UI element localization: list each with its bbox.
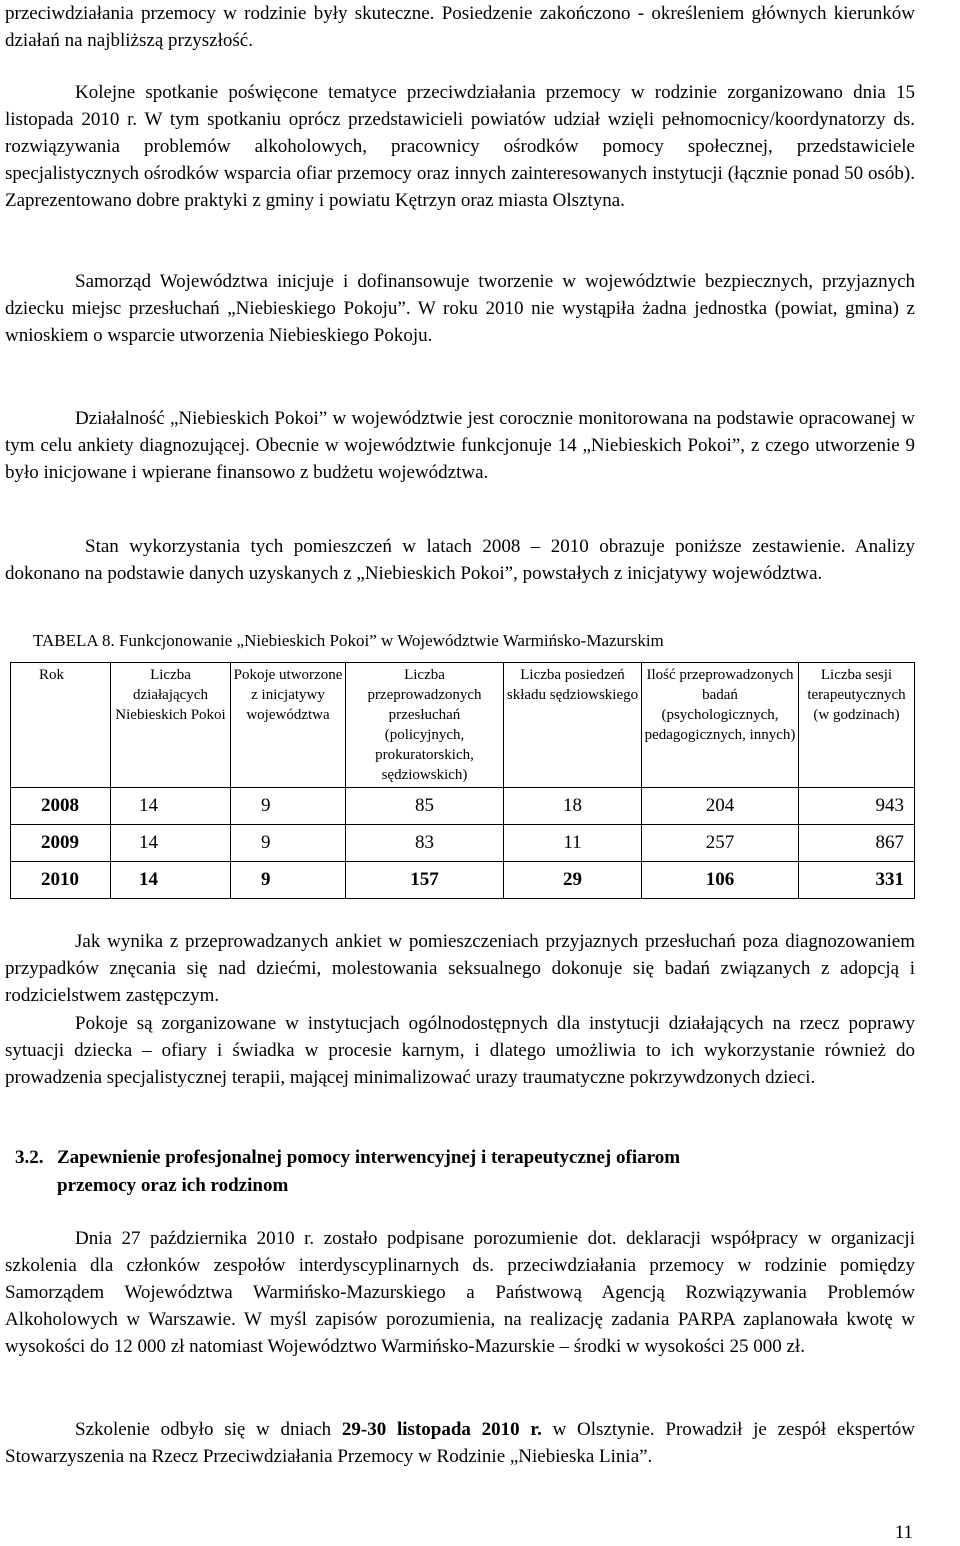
- table-cell: 2008: [11, 788, 111, 825]
- table-header-cell: Liczba posiedzeń składu sędziowskiego: [504, 663, 642, 788]
- table-cell: 331: [799, 862, 915, 899]
- table-cell: 11: [504, 825, 642, 862]
- table-header-cell: Rok: [11, 663, 111, 788]
- table-cell: 9: [231, 862, 346, 899]
- table-cell: 9: [231, 788, 346, 825]
- table-cell: 157: [346, 862, 504, 899]
- paragraph-2: Kolejne spotkanie poświęcone tematyce przeciwdziałania przemocy w rodzinie zorganizowano dnia 15 listopada 2010 r. W tym spotkaniu oprócz przedstawicieli powiatów udział wzięli pełnomocnicy/koordynatorzy ds. rozwiązywania problemów alkoholowych, pracownicy ośrodków pomocy społecznej, przedstawiciele specjalistycznych ośrodków wsparcia ofiar przemocy oraz innych zainteresowanych instytucji (łącznie ponad 50 osób). Zaprezentowano dobre praktyki z gminy i powiatu Kętrzyn oraz miasta Olsztyna.: [5, 82, 915, 211]
- table-cell: 867: [799, 825, 915, 862]
- section-heading: [15, 1144, 915, 1200]
- table-cell: 9: [231, 825, 346, 862]
- table-cell: 29: [504, 862, 642, 899]
- table-row: [11, 788, 915, 825]
- paragraph-6: Jak wynika z przeprowadzanych ankiet w pomieszczeniach przyjaznych przesłuchań poza diagnozowaniem przypadków znęcania się nad dziećmi, molestowania seksualnego dokonuje się badań związanych z adopcją i rodzicielstwem zastępczym.: [5, 931, 915, 1006]
- section-title-line1: Zapewnienie profesjonalnej pomocy interwencyjnej i terapeutycznej ofiarom: [57, 1147, 681, 1168]
- table-cell: 257: [642, 825, 799, 862]
- paragraph-7: Pokoje są zorganizowane w instytucjach ogólnodostępnych dla instytucji działających na rzecz poprawy sytuacji dziecka – ofiary i świadka w procesie karnym, i dlatego umożliwia to ich wykorzystanie również do prowadzenia specjalistycznej terapii, mającej minimalizować urazy traumatyczne pokrzywdzonych dzieci.: [5, 1013, 915, 1088]
- table-header-cell: Liczba przeprowadzonych przesłuchań (policyjnych, prokuratorskich, sędziowskich): [346, 663, 504, 788]
- paragraph-3: Samorząd Województwa inicjuje i dofinansowuje tworzenie w województwie bezpiecznych, przyjaznych dziecku miejsc przesłuchań „Niebieskiego Pokoju”. W roku 2010 nie wystąpiła żadna jednostka (powiat, gmina) z wnioskiem o wsparcie utworzenia Niebieskiego Pokoju.: [5, 271, 915, 346]
- table-cell: 18: [504, 788, 642, 825]
- table-row: [11, 862, 915, 899]
- table-cell: 14: [111, 825, 231, 862]
- paragraph-9-text-end: w Olsztynie. Prowadził je zespół ekspertów Stowarzyszenia na Rzecz Przeciwdziałania Przemocy w Rodzinie „Niebieska Linia”.: [5, 1419, 915, 1467]
- table-cell: 14: [111, 788, 231, 825]
- section-number: 3.2.: [15, 1147, 44, 1168]
- table-header-row: [11, 663, 915, 788]
- table-cell: 2009: [11, 825, 111, 862]
- table-header-cell: Pokoje utworzone z inicjatywy województwa: [231, 663, 346, 788]
- table-cell: 85: [346, 788, 504, 825]
- table-cell: 2010: [11, 862, 111, 899]
- paragraph-5: Stan wykorzystania tych pomieszczeń w latach 2008 – 2010 obrazuje poniższe zestawienie. Analizy dokonano na podstawie danych uzyskanych z „Niebieskich Pokoi”, powstałych z inicjatywy województwa.: [5, 536, 915, 584]
- page-number: 11: [894, 1522, 913, 1543]
- table-cell: 83: [346, 825, 504, 862]
- section-title-line2: przemocy oraz ich rodzinom: [57, 1175, 289, 1196]
- paragraph-4: Działalność „Niebieskich Pokoi” w województwie jest corocznie monitorowana na podstawie opracowanej w tym celu ankiety diagnozującej. Obecnie w województwie funkcjonuje 14 „Niebieskich Pokoi”, z czego utworzenie 9 było inicjowane i wpierane finansowo z budżetu województwa.: [5, 408, 915, 483]
- table-cell: 106: [642, 862, 799, 899]
- paragraph-1: przeciwdziałania przemocy w rodzinie były skuteczne. Posiedzenie zakończono - określeniem głównych kierunków działań na najbliższą przyszłość.: [5, 3, 915, 51]
- paragraph-9-text: Szkolenie odbyło się w dniach: [75, 1419, 342, 1440]
- table-row: [11, 825, 915, 862]
- table-header-cell: Liczba sesji terapeutycznych (w godzinach): [799, 663, 915, 788]
- paragraph-9: [5, 1416, 915, 1470]
- paragraph-9-date: 29-30 listopada 2010 r.: [341, 1419, 542, 1440]
- paragraph-8: Dnia 27 października 2010 r. zostało podpisane porozumienie dot. deklaracji współpracy w organizacji szkolenia dla członków zespołów interdyscyplinarnych ds. przeciwdziałania przemocy w rodzinie pomiędzy Samorządem Województwa Warmińsko-Mazurskiego a Państwową Agencją Rozwiązywania Problemów Alkoholowych w Warszawie. W myśl zapisów porozumienia, na realizację zadania PARPA zaplanowała kwotę w wysokości do 12 000 zł natomiast Województwo Warmińsko-Mazurskie – środki w wysokości 25 000 zł.: [5, 1228, 915, 1357]
- table-cell: 14: [111, 862, 231, 899]
- table-cell: 204: [642, 788, 799, 825]
- table-header-cell: Ilość przeprowadzonych badań (psychologicznych, pedagogicznych, innych): [642, 663, 799, 788]
- table-header-cell: Liczba działających Niebieskich Pokoi: [111, 663, 231, 788]
- table-cell: 943: [799, 788, 915, 825]
- rooms-table: [10, 662, 915, 899]
- table-caption: TABELA 8. Funkcjonowanie „Niebieskich Pokoi” w Województwie Warmińsko-Mazurskim: [33, 631, 664, 650]
